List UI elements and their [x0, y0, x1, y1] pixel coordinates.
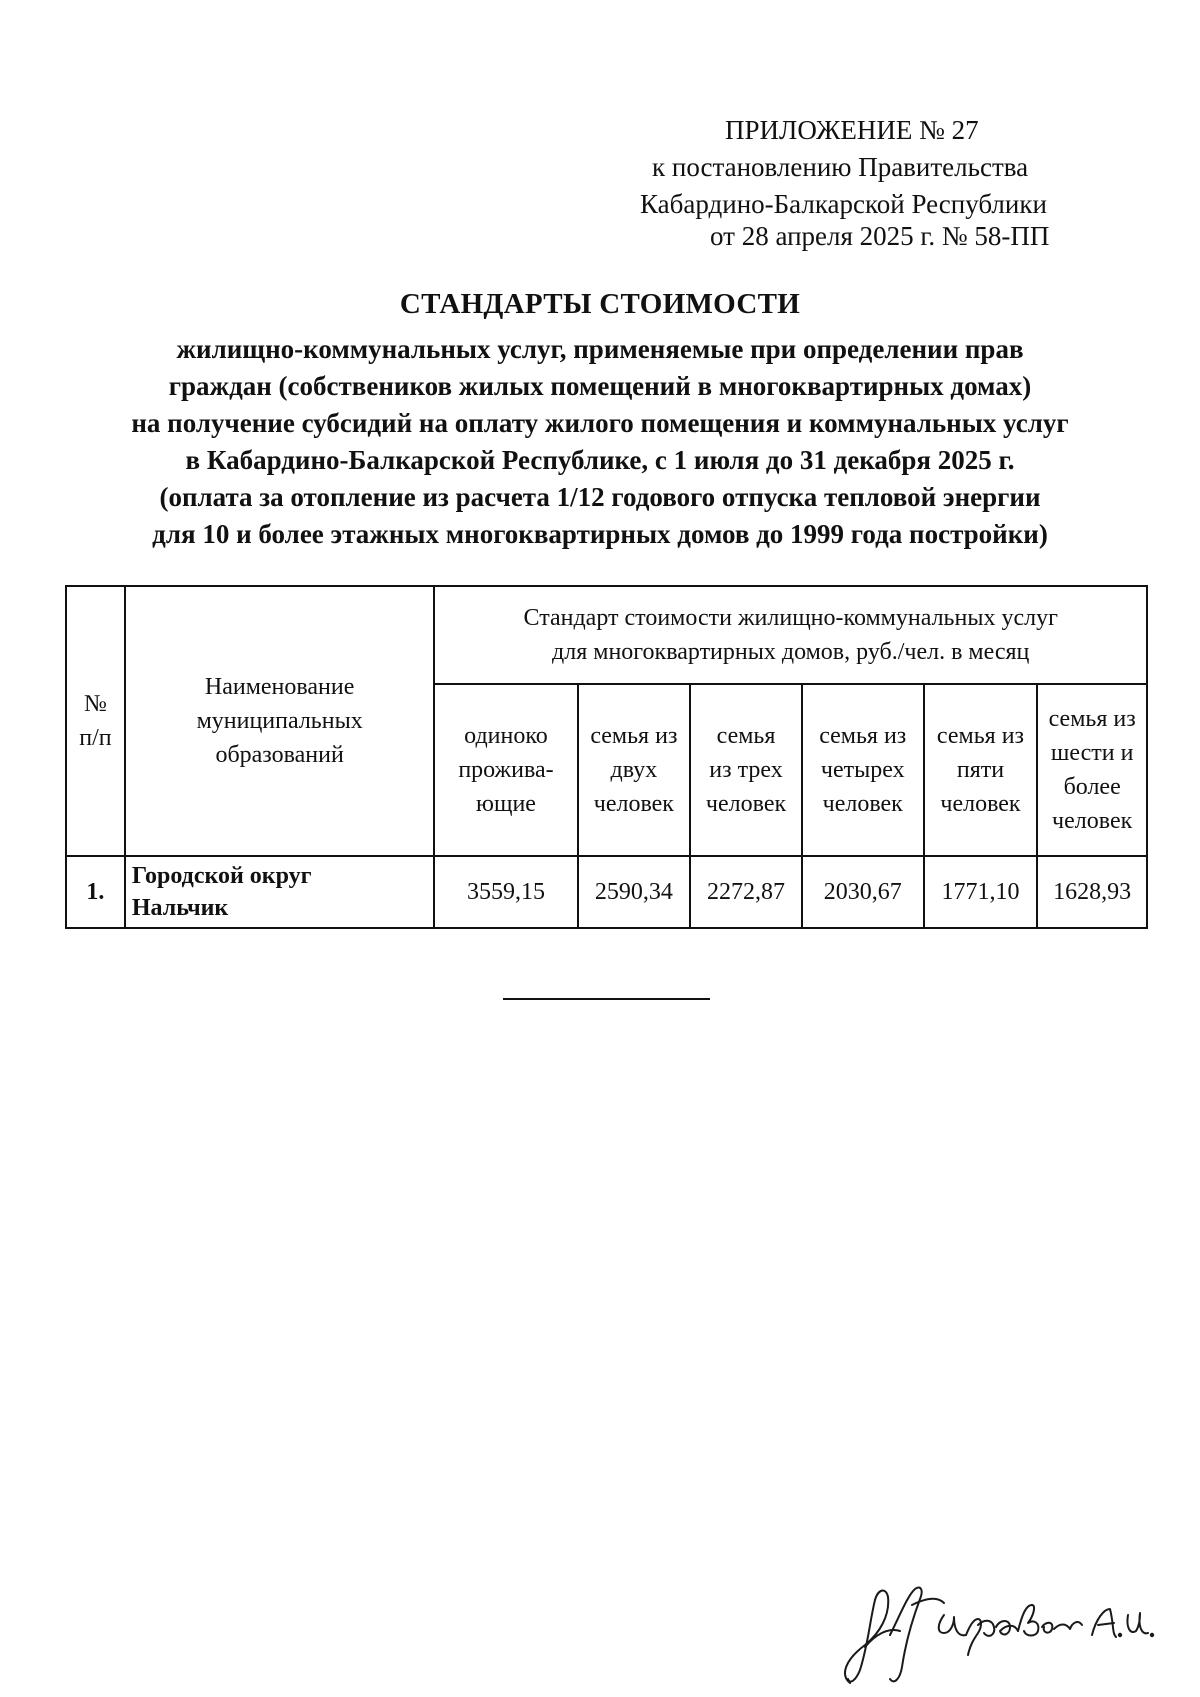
header-number: [66, 586, 125, 856]
annex-line-date: от 28 апреля 2025 г. № 58-ПП: [710, 221, 1050, 251]
row-municipality: [125, 856, 435, 928]
header-family-6-plus: [1037, 684, 1147, 856]
value-family-3: 2272,87: [690, 856, 802, 928]
header-text: №: [83, 691, 107, 717]
header-family-2: [578, 684, 691, 856]
row-index: 1.: [66, 856, 125, 928]
subtitle-line: жилищно-коммунальных услуг, применяемые при определении прав: [176, 334, 1024, 364]
header-family-3: [690, 684, 802, 856]
annex-number: ПРИЛОЖЕНИЕ № 27: [725, 115, 979, 145]
header-text: семья из: [590, 723, 678, 749]
annex-header: [640, 112, 1110, 249]
header-text: прожива-: [458, 757, 554, 783]
header-text: человек: [1052, 808, 1133, 834]
end-divider: [503, 998, 710, 1000]
subtitle-line: (оплата за отопление из расчета 1/12 годового отпуска тепловой энергии: [159, 482, 1041, 512]
header-text: более: [1063, 774, 1121, 800]
header-text: ющие: [476, 791, 536, 817]
subtitle-line: для 10 и более этажных многоквартирных домов до 1999 года постройки): [152, 519, 1048, 549]
annex-line-resolution: к постановлению Правительства: [652, 152, 1029, 182]
annex-line-republic: Кабардино-Балкарской Республики: [640, 189, 1047, 219]
header-single: [434, 684, 577, 856]
header-text: из трех: [709, 757, 783, 783]
header-text: п/п: [79, 725, 112, 751]
header-text: человек: [705, 791, 787, 817]
header-text: Наименование: [204, 674, 355, 700]
subtitle-line: в Кабардино-Балкарской Республике, с 1 июля до 31 декабря 2025 г.: [185, 445, 1015, 475]
header-municipality: [125, 586, 435, 856]
value-single: 3559,15: [434, 856, 577, 928]
handwritten-signature: [820, 1575, 1180, 1690]
cell-text: Нальчик: [131, 895, 229, 921]
value-family-2: 2590,34: [578, 856, 691, 928]
cell-text: Городской округ: [131, 863, 312, 889]
table-header-row: [66, 586, 1147, 684]
header-text: человек: [940, 791, 1021, 817]
subtitle-line: граждан (собствеников жилых помещений в многоквартирных домах): [168, 371, 1032, 401]
header-text: одиноко: [464, 723, 548, 749]
header-text: пяти: [956, 757, 1005, 783]
header-text: двух: [610, 757, 658, 783]
header-text: семья из: [1048, 706, 1136, 732]
header-text: человек: [822, 791, 903, 817]
subtitle-line: на получение субсидий на оплату жилого помещения и коммунальных услуг: [131, 408, 1069, 438]
document-subtitle: [60, 331, 1140, 553]
header-text: семья из: [936, 723, 1025, 749]
header-text: для многоквартирных домов, руб./чел. в месяц: [552, 639, 1030, 665]
document-title: СТАНДАРТЫ СТОИМОСТИ: [399, 288, 801, 320]
header-text: образований: [215, 742, 344, 768]
header-text: семья: [716, 723, 776, 749]
standards-table: [65, 585, 1148, 929]
table-row: [66, 856, 1147, 928]
value-family-4: 2030,67: [802, 856, 924, 928]
value-family-6-plus: 1628,93: [1037, 856, 1147, 928]
header-text: шести и: [1050, 740, 1134, 766]
header-text: семья из: [819, 723, 907, 749]
value-family-5: 1771,10: [924, 856, 1038, 928]
header-text: четырех: [820, 757, 905, 783]
header-text: человек: [593, 791, 674, 817]
header-family-5: [924, 684, 1038, 856]
header-cost-standard: [434, 586, 1147, 684]
header-family-4: [802, 684, 924, 856]
header-text: муниципальных: [196, 708, 363, 734]
header-text: Стандарт стоимости жилищно-коммунальных услуг: [523, 605, 1058, 631]
